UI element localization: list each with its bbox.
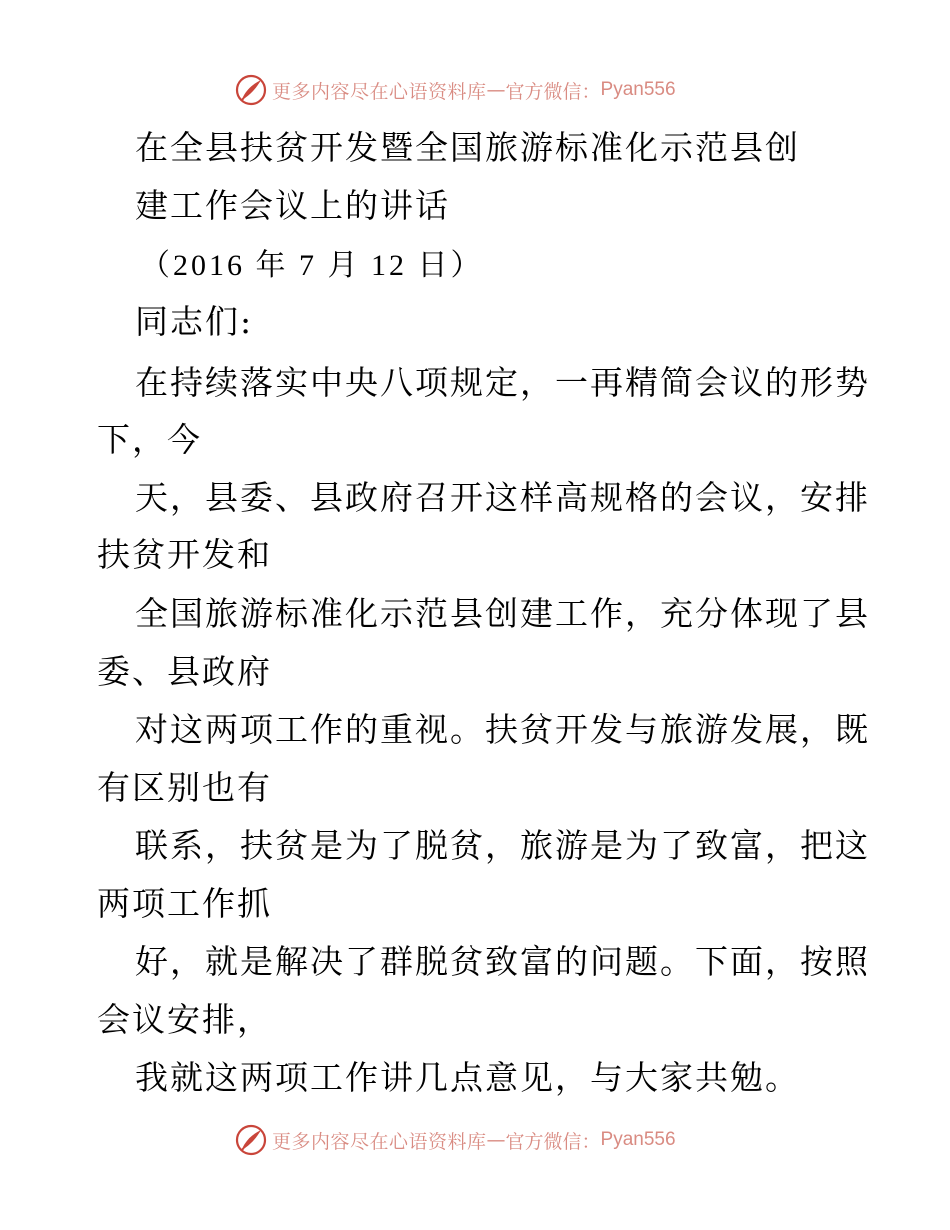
header-banner bbox=[234, 72, 676, 108]
body-line: 对这两项工作的重视。扶贫开发与旅游发展，既 bbox=[135, 710, 870, 749]
banner-text: 更多内容尽在心语资料库 bbox=[272, 1130, 487, 1153]
document-date: （2016 年 7 月 12 日） bbox=[140, 249, 484, 282]
banner-wechat-id: Pyan556 bbox=[600, 1129, 676, 1150]
body-line: 在持续落实中央八项规定，一再精简会议的形势 bbox=[135, 363, 870, 402]
document-title-line-2: 建工作会议上的讲话 bbox=[135, 186, 450, 225]
body-line: 全国旅游标准化示范县创建工作，充分体现了县 bbox=[135, 594, 870, 633]
body-line: 两项工作抓 bbox=[97, 884, 272, 923]
body-line: 好，就是解决了群脱贫致富的问题。下面，按照 bbox=[135, 942, 870, 981]
document-title-line-1: 在全县扶贫开发暨全国旅游标准化示范县创 bbox=[135, 128, 800, 167]
body-line: 会议安排， bbox=[97, 1000, 272, 1039]
quill-logo-icon bbox=[234, 73, 268, 107]
banner-contact-label: 官方微信： bbox=[505, 1130, 601, 1153]
body-line: 扶贫开发和 bbox=[97, 535, 272, 574]
footer-banner bbox=[234, 1122, 676, 1158]
banner-wechat-id: Pyan556 bbox=[600, 79, 676, 100]
body-line: 联系，扶贫是为了脱贫，旅游是为了致富，把这 bbox=[135, 826, 870, 865]
body-line: 有区别也有 bbox=[97, 768, 272, 807]
body-line: 我就这两项工作讲几点意见，与大家共勉。 bbox=[135, 1058, 800, 1097]
quill-logo-icon bbox=[234, 1123, 268, 1157]
banner-text: 更多内容尽在心语资料库 bbox=[272, 80, 487, 103]
banner-dash: — bbox=[486, 79, 506, 101]
body-line: 下，今 bbox=[97, 420, 202, 459]
banner-dash: — bbox=[486, 1129, 506, 1151]
body-line: 委、县政府 bbox=[97, 652, 272, 691]
salutation: 同志们: bbox=[135, 302, 254, 341]
banner-contact-label: 官方微信： bbox=[505, 80, 601, 103]
body-line: 天，县委、县政府召开这样高规格的会议，安排 bbox=[135, 478, 870, 517]
